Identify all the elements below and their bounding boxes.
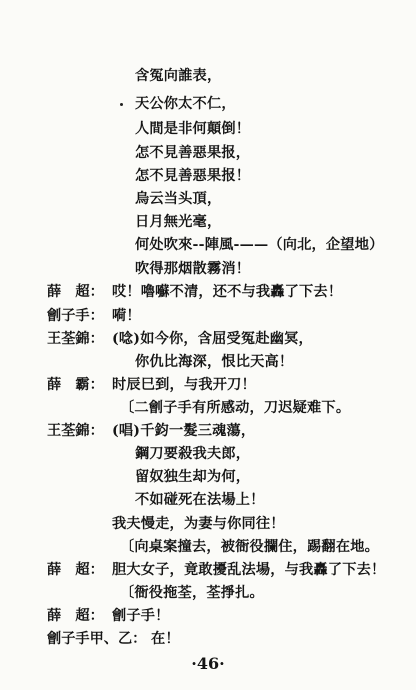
speaker-name: 薛 霸： xyxy=(47,377,104,393)
speech-line: 你仇比海深，恨比天高！ xyxy=(135,354,294,370)
speech-line: 哎！嚕囌不清，还不与我轟了下去！ xyxy=(112,284,343,300)
stage-direction: 〔二劊子手有所感动，刀迟疑难下。 xyxy=(120,400,351,416)
speech-line: 我夫慢走，为妻与你同往！ xyxy=(112,516,285,532)
speaker-name: 薛 超： xyxy=(47,562,104,578)
speech-line: 不如碰死在法場上！ xyxy=(135,492,265,508)
verse-line: 天公你太不仁， xyxy=(135,96,236,112)
speech-line: 鋼刀要殺我夫郎， xyxy=(135,446,251,462)
speech-line: 在！ xyxy=(151,631,180,647)
speaker-name: 劊子手： xyxy=(47,308,104,324)
print-speck xyxy=(120,103,123,106)
page-number: ·46· xyxy=(191,654,225,673)
speaker-name: 薛 超： xyxy=(47,608,104,624)
speech-line: 留奴独生却为何， xyxy=(135,469,251,485)
verse-line: 烏云当头頂， xyxy=(135,191,222,207)
stage-direction: 〔衙役拖荃，荃掙扎。 xyxy=(120,585,264,601)
verse-line: 怎不見善惡果报！ xyxy=(135,168,251,184)
speech-line: 劊子手！ xyxy=(112,608,170,624)
speech-line: 嗬！ xyxy=(112,308,141,324)
verse-line: 含冤向誰表， xyxy=(135,68,222,84)
verse-line: 怎不見善惡果报， xyxy=(135,145,251,161)
speech-line: (唸)如今你，含屈受冤赴幽冥， xyxy=(112,331,313,347)
speaker-name: 王荃錦： xyxy=(47,331,104,347)
speech-line: (唱)千鈞一髮三魂蕩， xyxy=(112,423,256,439)
speaker-name: 薛 超： xyxy=(47,284,104,300)
stage-direction: 〔向桌案撞去，被衙役攔住，踢翻在地。 xyxy=(120,539,379,555)
speaker-name: 劊子手甲、乙： xyxy=(47,631,147,647)
speech-line: 时辰巳到，与我开刀！ xyxy=(112,377,256,393)
verse-line: 人間是非何顛倒！ xyxy=(135,121,251,137)
verse-line: 吹得那烟散霧消！ xyxy=(135,261,251,277)
speech-line: 胆大女子，竟敢擾乱法場，与我轟了下去！ xyxy=(112,562,386,578)
verse-line: 日月無光毫， xyxy=(135,214,222,230)
verse-line: 何处吹來--陣風-——（向北，企望地） xyxy=(135,237,384,253)
speaker-name: 王荃錦： xyxy=(47,423,104,439)
